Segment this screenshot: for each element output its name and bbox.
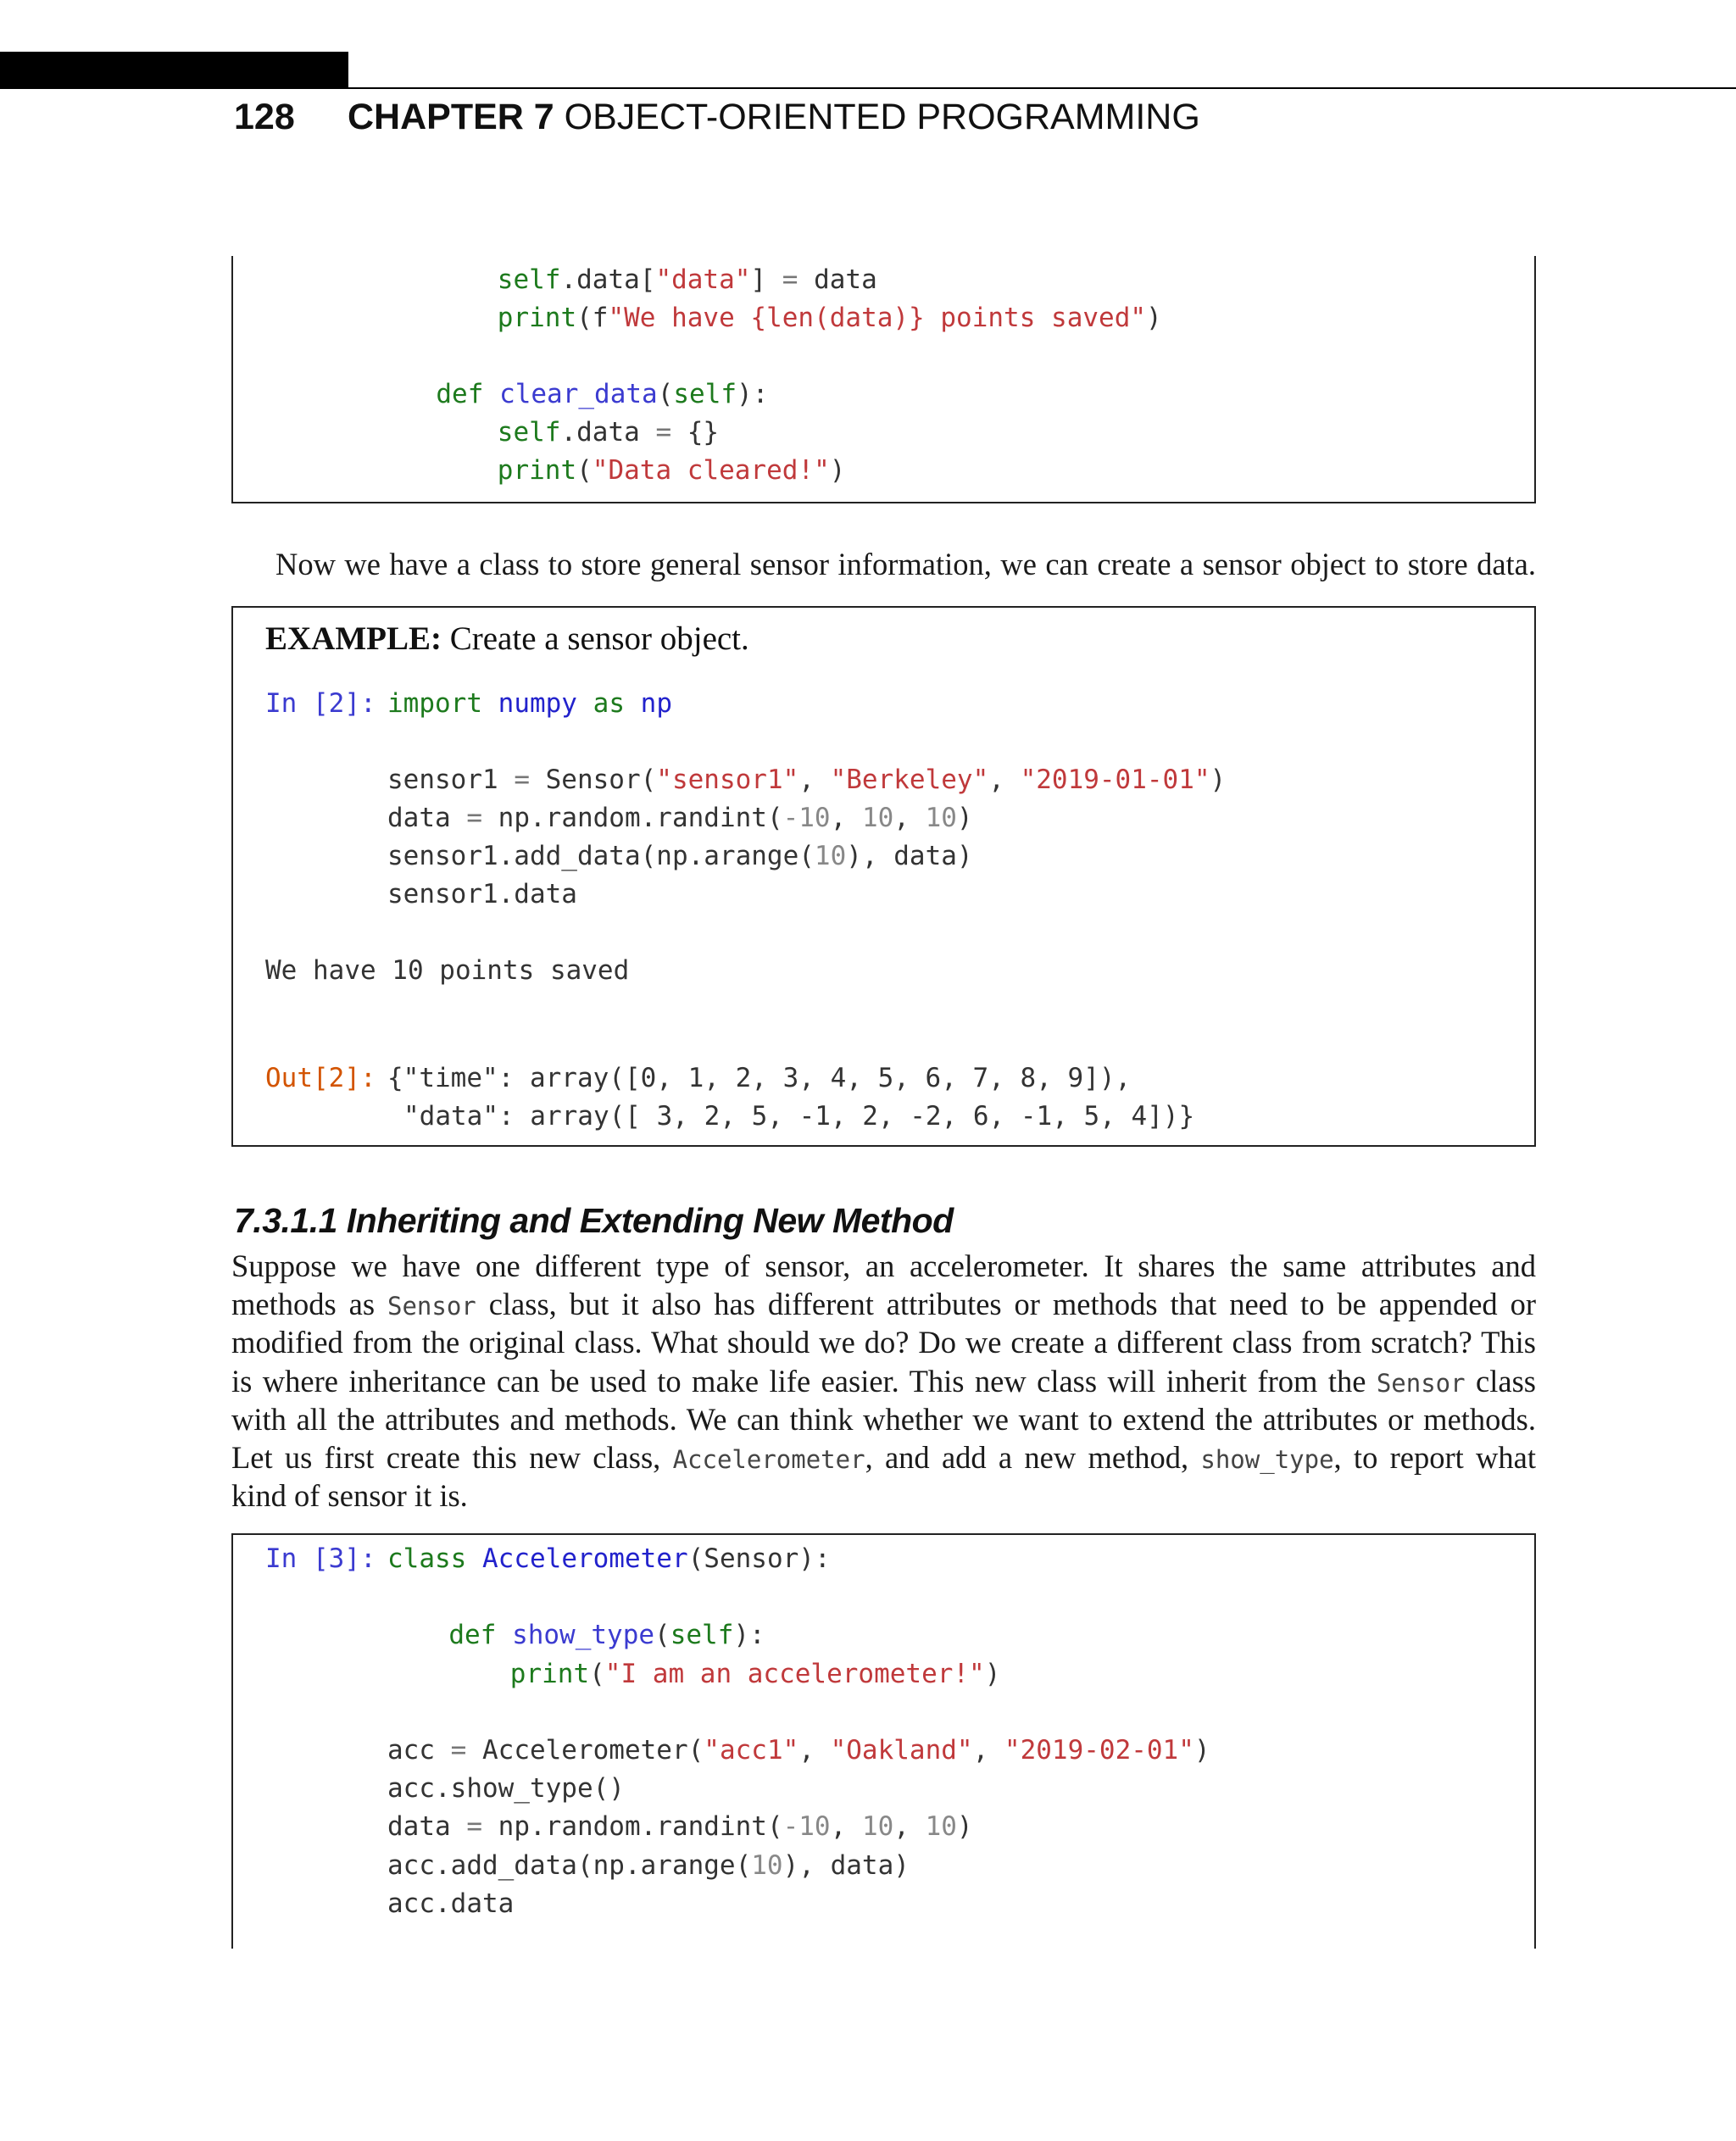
section-heading: 7.3.1.1 Inheriting and Extending New Method [234,1201,954,1240]
code-token: ), data) [782,1849,910,1881]
code-token: "Data cleared!" [592,455,830,486]
code-token: self [497,417,561,448]
header-rule [348,87,1736,89]
code-token: Sensor( [529,765,657,795]
code-token: , [988,765,1021,795]
text-run: , to report what [1333,1440,1536,1475]
code-token: .data [560,417,656,448]
code-token: print [509,1658,590,1689]
code-line [387,763,1226,797]
running-header [234,93,1200,141]
code-token [625,688,641,719]
code-token: import [387,688,482,719]
code-token: sensor1.data [387,879,577,909]
code-token: 10 [814,841,847,871]
code-token: show_type [512,1620,655,1651]
code-token: ( [576,455,593,486]
text-run: Suppose we have one different type of sensor, an accelerometer. It shares the same attributes and [231,1248,1536,1283]
code-token: acc.add_data(np.arange( [387,1849,752,1881]
code-token: 10 [925,803,957,833]
code-token: "data" [655,264,751,295]
code-token: 10 [925,1811,957,1843]
code-line [387,1887,514,1921]
header-space [554,97,565,137]
paragraph-line [231,1362,1536,1403]
code-token: , [893,1811,926,1843]
code-token: print [497,303,577,333]
code-line [498,263,877,297]
code-token: np.random.randint( [482,1811,783,1843]
text-run: with all the attributes and methods. We can think whether we want to extend the attributes or methods. [231,1401,1536,1437]
code-token: numpy [498,688,577,719]
code-token: ) [956,1811,973,1843]
code-token: (f [576,303,609,333]
code-token [496,1620,512,1650]
code-token: "2019-02-01" [1004,1735,1194,1766]
example-heading [265,618,749,660]
code-token: ] [750,264,782,295]
code-cell-accelerometer [231,1533,1536,1949]
code-token: = [466,803,482,833]
code-token: ) [1194,1735,1210,1766]
code-token: "Oakland" [830,1735,973,1766]
code-token: acc.data [387,1888,515,1919]
header-black-bar [0,52,348,89]
code-token: np [640,688,672,719]
in-prompt: In [3]: [265,1543,392,1574]
code-token: , [798,1735,831,1766]
paragraph-line [231,1285,1536,1326]
code-token: = [655,417,672,448]
code-token: ) [1146,303,1162,333]
text-run: , and add a new method, [865,1440,1201,1475]
example-label: EXAMPLE: [265,620,442,657]
code-token: = [782,264,798,295]
code-token: "Berkeley" [830,765,989,795]
example-title: Create a sensor object. [442,620,749,657]
code-line [387,1771,625,1805]
code-token: Accelerometer( [466,1735,704,1766]
code-token: , [798,765,831,795]
code-cell-continuation [231,256,1536,503]
code-token: ( [657,379,674,409]
code-token: acc [387,1735,451,1766]
code-line [387,1542,831,1576]
code-token: = [450,1735,467,1766]
code-token: ) [1210,765,1227,795]
code-token: ) [956,803,973,833]
code-token: print [497,455,577,486]
output-line: "data": array([ 3, 2, 5, -1, 2, -2, 6, -1, 5, 4])} [403,1101,1195,1132]
code-token: -10 [782,1811,831,1843]
inline-code: Sensor [1376,1368,1466,1398]
code-token: ) [984,1658,1001,1689]
code-token: ): [733,1620,765,1651]
in-prompt: In [2]: [265,688,392,719]
code-token: as [593,688,625,719]
code-token: def [436,379,484,409]
text-run: Let us first create this new class, [231,1440,673,1475]
code-token: data [387,1811,467,1843]
page-number: 128 [234,97,295,137]
paragraph-line [231,1247,1536,1285]
code-token: , [972,1735,1004,1766]
code-token: .data[ [560,264,656,295]
paragraph-line [231,1438,1536,1479]
code-line [510,1657,1001,1691]
text-run: is where inheritance can be used to make life easier. This new class will inherit from the [231,1363,1377,1399]
code-token: ) [829,455,846,486]
output-line: {"time": array([0, 1, 2, 3, 4, 5, 6, 7, 8, 9]), [387,1063,1132,1093]
chapter-title: OBJECT-ORIENTED PROGRAMMING [564,97,1200,137]
code-line [498,301,1162,335]
code-token: "2019-01-01" [1020,765,1210,795]
code-token: , [893,803,926,833]
code-line [387,1810,973,1843]
paragraph-line [231,1323,1536,1361]
code-token: ), data) [846,841,973,871]
paragraph-line [231,1476,1536,1515]
code-token: "acc1" [704,1735,799,1766]
code-token: (Sensor): [687,1543,831,1574]
code-line [498,453,846,487]
paragraph-line [231,1400,1536,1438]
inline-code: Accelerometer [672,1445,865,1474]
text-run: methods as [231,1287,387,1322]
code-line [387,1733,1210,1767]
code-token: "We have {len(data)} points saved" [608,303,1147,333]
code-line [387,687,672,720]
code-token: acc.show_type() [387,1773,625,1805]
code-token: data [387,803,467,833]
code-token: Accelerometer [482,1543,688,1574]
inline-code: Sensor [387,1292,476,1321]
code-token: -10 [782,803,831,833]
code-line [387,877,577,911]
code-token: clear_data [499,379,658,409]
code-token: data [798,264,877,295]
text-run: kind of sensor it is. [231,1478,468,1514]
code-token: , [830,1811,862,1843]
code-token: , [830,803,862,833]
code-token: {} [671,417,720,448]
code-token: 10 [861,1811,894,1843]
text-run: modified from the original class. What should we do? Do we create a different class from scratch? This [231,1325,1536,1360]
code-token: "I am an accelerometer!" [604,1658,985,1689]
code-token: 10 [751,1849,783,1881]
code-line [387,1849,910,1882]
code-line [387,839,973,873]
code-token [577,688,593,719]
chapter-label: CHAPTER 7 [348,97,554,137]
paragraph-intro: Now we have a class to store general sensor information, we can create a sensor object to store data. [275,547,1536,581]
inline-code: show_type [1200,1445,1334,1474]
example-box [231,606,1536,1147]
code-line [387,801,973,835]
code-token: def [448,1620,497,1651]
code-token: = [514,765,530,795]
code-token: ( [654,1620,670,1651]
code-token: np.random.randint( [482,803,783,833]
code-token: "sensor1" [656,765,799,795]
out-prompt: Out[2]: [265,1063,392,1093]
code-line [448,1618,765,1652]
code-token [483,379,499,409]
code-token: sensor1 [387,765,515,795]
code-line [436,377,768,411]
text-run: class, but it also has different attributes or methods that need to be appended or [476,1287,1536,1322]
code-token: sensor1.add_data(np.arange( [387,841,815,871]
code-line [498,415,719,449]
stdout-line: We have 10 points saved [265,955,630,986]
code-token: = [466,1811,482,1843]
code-token: ): [737,379,769,409]
code-token: ( [589,1658,605,1689]
code-token: class [387,1543,467,1574]
code-token: self [673,379,737,409]
code-token: 10 [861,803,894,833]
text-run: class [1465,1363,1536,1399]
code-token [482,688,498,719]
code-token [466,1543,482,1574]
code-token: self [497,264,561,295]
code-token: self [670,1620,734,1651]
